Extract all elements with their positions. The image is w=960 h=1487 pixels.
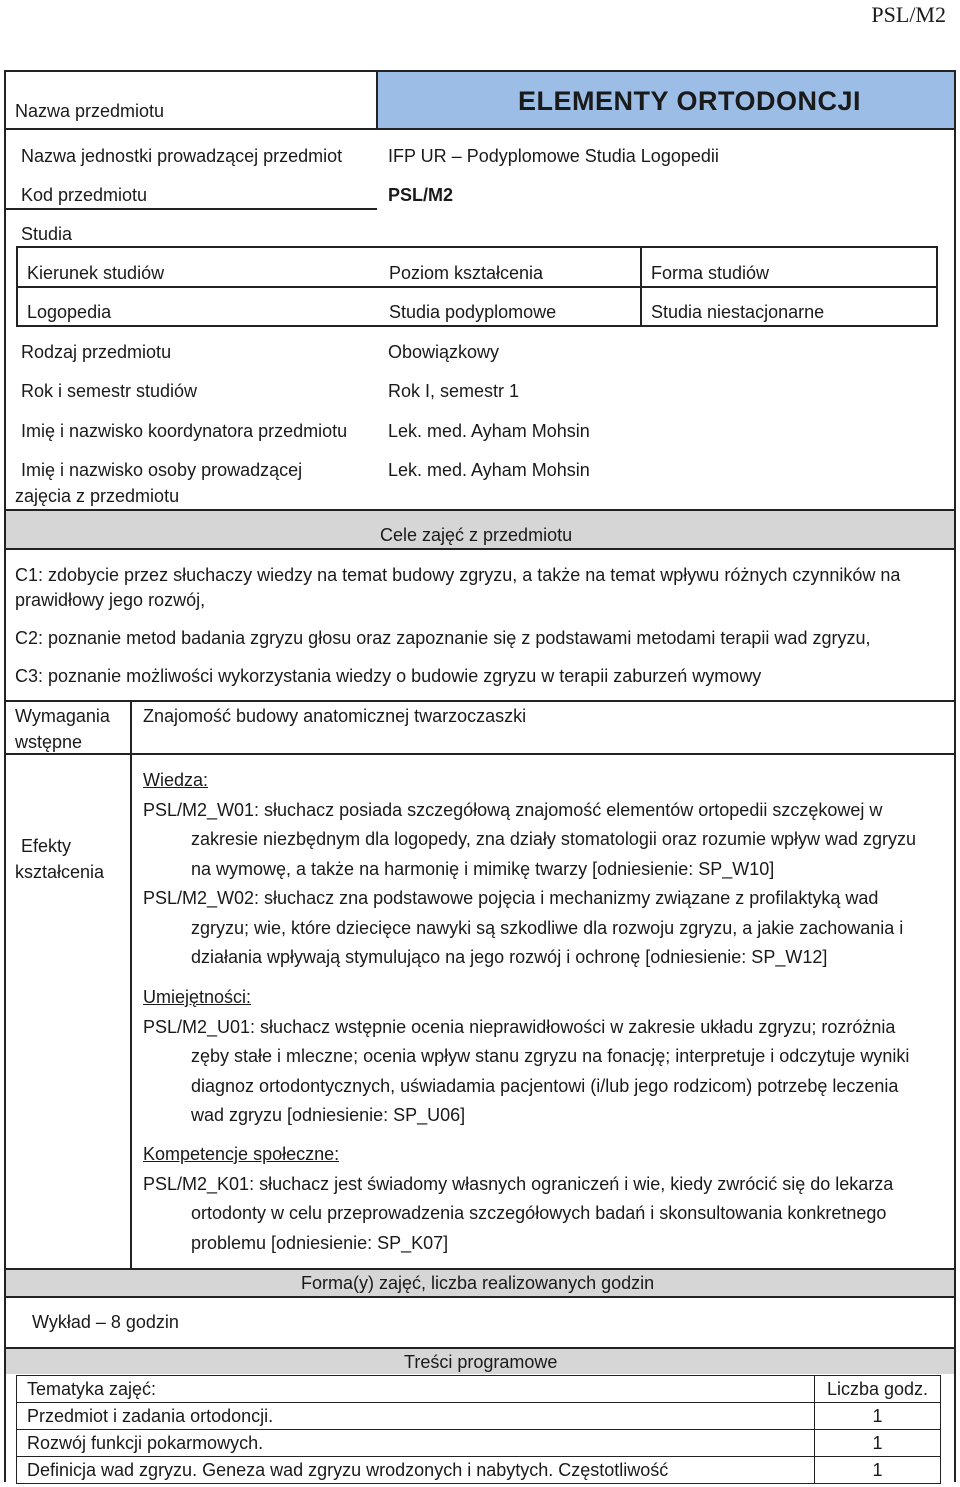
goals-header: Cele zajęć z przedmiotu — [380, 525, 573, 545]
topic-cell: Rozwój funkcji pokarmowych. — [17, 1430, 815, 1457]
subject-name-label: Nazwa przedmiotu — [15, 101, 165, 121]
unit-value: IFP UR – Podyplomowe Studia Logopedii — [388, 146, 719, 166]
unit-label: Nazwa jednostki prowadzącej przedmiot — [21, 146, 343, 166]
divider — [5, 509, 956, 511]
document-code: PSL/M2 — [871, 2, 946, 27]
divider — [936, 246, 938, 326]
form-value: Studia niestacjonarne — [651, 302, 825, 322]
code-value: PSL/M2 — [388, 185, 454, 205]
forms-value: Wykład – 8 godzin — [32, 1312, 179, 1332]
type-label: Rodzaj przedmiotu — [21, 342, 172, 362]
topic-cell: Przedmiot i zadania ortodoncji. — [17, 1403, 815, 1430]
frame-right — [954, 70, 956, 1482]
col-topic-header: Tematyka zajęć: — [17, 1376, 815, 1403]
outcome-w01-line3: na wymowę, a także na harmonię i mimikę twarzy [odniesienie: SP_W10] — [191, 858, 775, 879]
divider — [16, 325, 938, 327]
outcome-u01-line2: zęby stałe i mleczne; ocenia wpływ stanu zgryzu na fonację; interpretuje i odczytuje wyniki — [191, 1046, 910, 1066]
level-value: Studia podyplomowe — [389, 302, 557, 322]
type-value: Obowiązkowy — [388, 342, 500, 362]
outcome-u01-line4: wad zgryzu [odniesienie: SP_U06] — [191, 1105, 466, 1125]
divider — [5, 700, 956, 702]
subject-name-value: ELEMENTY ORTODONCJI — [518, 86, 862, 116]
requirements-label-cont: wstępne — [15, 732, 83, 752]
outcome-w02-line1: PSL/M2_W02: słuchacz zna podstawowe pojęcia i mechanizmy związane z profilaktyką wad — [143, 888, 879, 908]
divider — [5, 1296, 956, 1298]
outcome-k01-line2: ortodonty w celu przeprowadzenia szczegółowych badań i skonsultowania konkretnego — [191, 1203, 887, 1223]
code-label: Kod przedmiotu — [21, 185, 148, 205]
outcome-k01-line1: PSL/M2_K01: słuchacz jest świadomy własnych ograniczeń i wie, kiedy zwrócić się do lekarza — [143, 1173, 894, 1194]
outcome-w02-line2: zgryzu; wie, które dziecięce nawyki są szkodliwe dla rozwoju zgryzu, a jakie zachowania i — [191, 917, 904, 938]
divider — [640, 246, 642, 326]
outcome-w02-line3: działania wpływają stymulująco na jego rozwój i ochronę [odniesienie: SP_W12] — [191, 947, 828, 967]
level-label: Poziom kształcenia — [389, 263, 544, 283]
divider — [5, 208, 377, 210]
divider — [5, 548, 956, 550]
divider — [376, 70, 378, 130]
divider — [130, 700, 132, 1268]
divider — [16, 286, 938, 288]
table-header-row — [17, 1376, 941, 1403]
table-row — [17, 1457, 941, 1484]
coordinator-value: Lek. med. Ayham Mohsin — [388, 421, 590, 441]
skills-section — [143, 983, 909, 1131]
content-header: Treści programowe — [404, 1352, 558, 1372]
divider — [5, 128, 956, 130]
divider — [5, 1268, 956, 1270]
competences-section — [143, 1140, 893, 1258]
outcome-w01-line1: PSL/M2_W01: słuchacz posiada szczegółową znajomość elementów ortopedii szczękowej w — [143, 799, 883, 820]
knowledge-header: Wiedza: — [143, 770, 209, 790]
frame-top — [5, 70, 956, 72]
outcome-k01-line3: problemu [odniesienie: SP_K07] — [191, 1232, 449, 1253]
requirements-value: Znajomość budowy anatomicznej twarzoczaszki — [143, 706, 527, 726]
outcomes-label: Efekty — [21, 836, 72, 856]
skills-header: Umiejętności: — [143, 987, 252, 1007]
col-hours-header: Liczba godz. — [815, 1376, 941, 1403]
outcomes-label-cont: kształcenia — [15, 862, 105, 882]
lecturer-label-cont: zajęcia z przedmiotu — [15, 486, 180, 506]
divider — [5, 753, 956, 755]
topic-cell: Definicja wad zgryzu. Geneza wad zgryzu wrodzonych i nabytych. Częstotliwość — [17, 1457, 815, 1484]
coordinator-label: Imię i nazwisko koordynatora przedmiotu — [21, 421, 348, 441]
forms-header: Forma(y) zajęć, liczba realizowanych godzin — [301, 1273, 655, 1293]
year-label: Rok i semestr studiów — [21, 381, 198, 401]
hours-cell: 1 — [815, 1457, 941, 1484]
hours-cell: 1 — [815, 1430, 941, 1457]
form-label: Forma studiów — [651, 263, 770, 283]
goal-c1-cont: prawidłowy jego rozwój, — [15, 590, 206, 610]
field-label: Kierunek studiów — [27, 263, 165, 283]
outcome-w01-line2: zakresie niezbędnym dla logopedy, zna działy stomatologii oraz rozumie wpływ wad zgryzu — [191, 829, 917, 849]
goal-c3: C3: poznanie możliwości wykorzystania wiedzy o budowie zgryzu w terapii zaburzeń wymowy — [15, 666, 762, 686]
year-value: Rok I, semestr 1 — [388, 381, 520, 401]
content-table — [16, 1375, 941, 1484]
table-row — [17, 1430, 941, 1457]
table-row — [17, 1403, 941, 1430]
lecturer-value: Lek. med. Ayham Mohsin — [388, 460, 590, 480]
divider — [16, 246, 938, 248]
field-value: Logopedia — [27, 302, 112, 322]
goal-c2: C2: poznanie metod badania zgryzu głosu oraz zapoznanie się z podstawami metodami terapii wad zgryzu, — [15, 628, 871, 648]
hours-cell: 1 — [815, 1403, 941, 1430]
requirements-label: Wymagania — [15, 706, 110, 726]
divider — [5, 1347, 956, 1349]
competences-header: Kompetencje społeczne: — [143, 1144, 340, 1164]
goal-c1: C1: zdobycie przez słuchaczy wiedzy na temat budowy zgryzu, a także na temat wpływu różnych czynników na — [15, 565, 901, 585]
outcome-u01-line1: PSL/M2_U01: słuchacz wstępnie ocenia nieprawidłowości w zakresie układu zgryzu; rozróżnia — [143, 1016, 896, 1037]
knowledge-section — [143, 766, 916, 973]
divider — [16, 246, 18, 326]
outcome-u01-line3: diagnoz ortodontycznych, uświadamia pacjentowi (i/lub jego rodzicom) potrzebę leczenia — [191, 1075, 899, 1096]
lecturer-label: Imię i nazwisko osoby prowadzącej — [21, 460, 303, 480]
studies-label: Studia — [21, 224, 73, 244]
